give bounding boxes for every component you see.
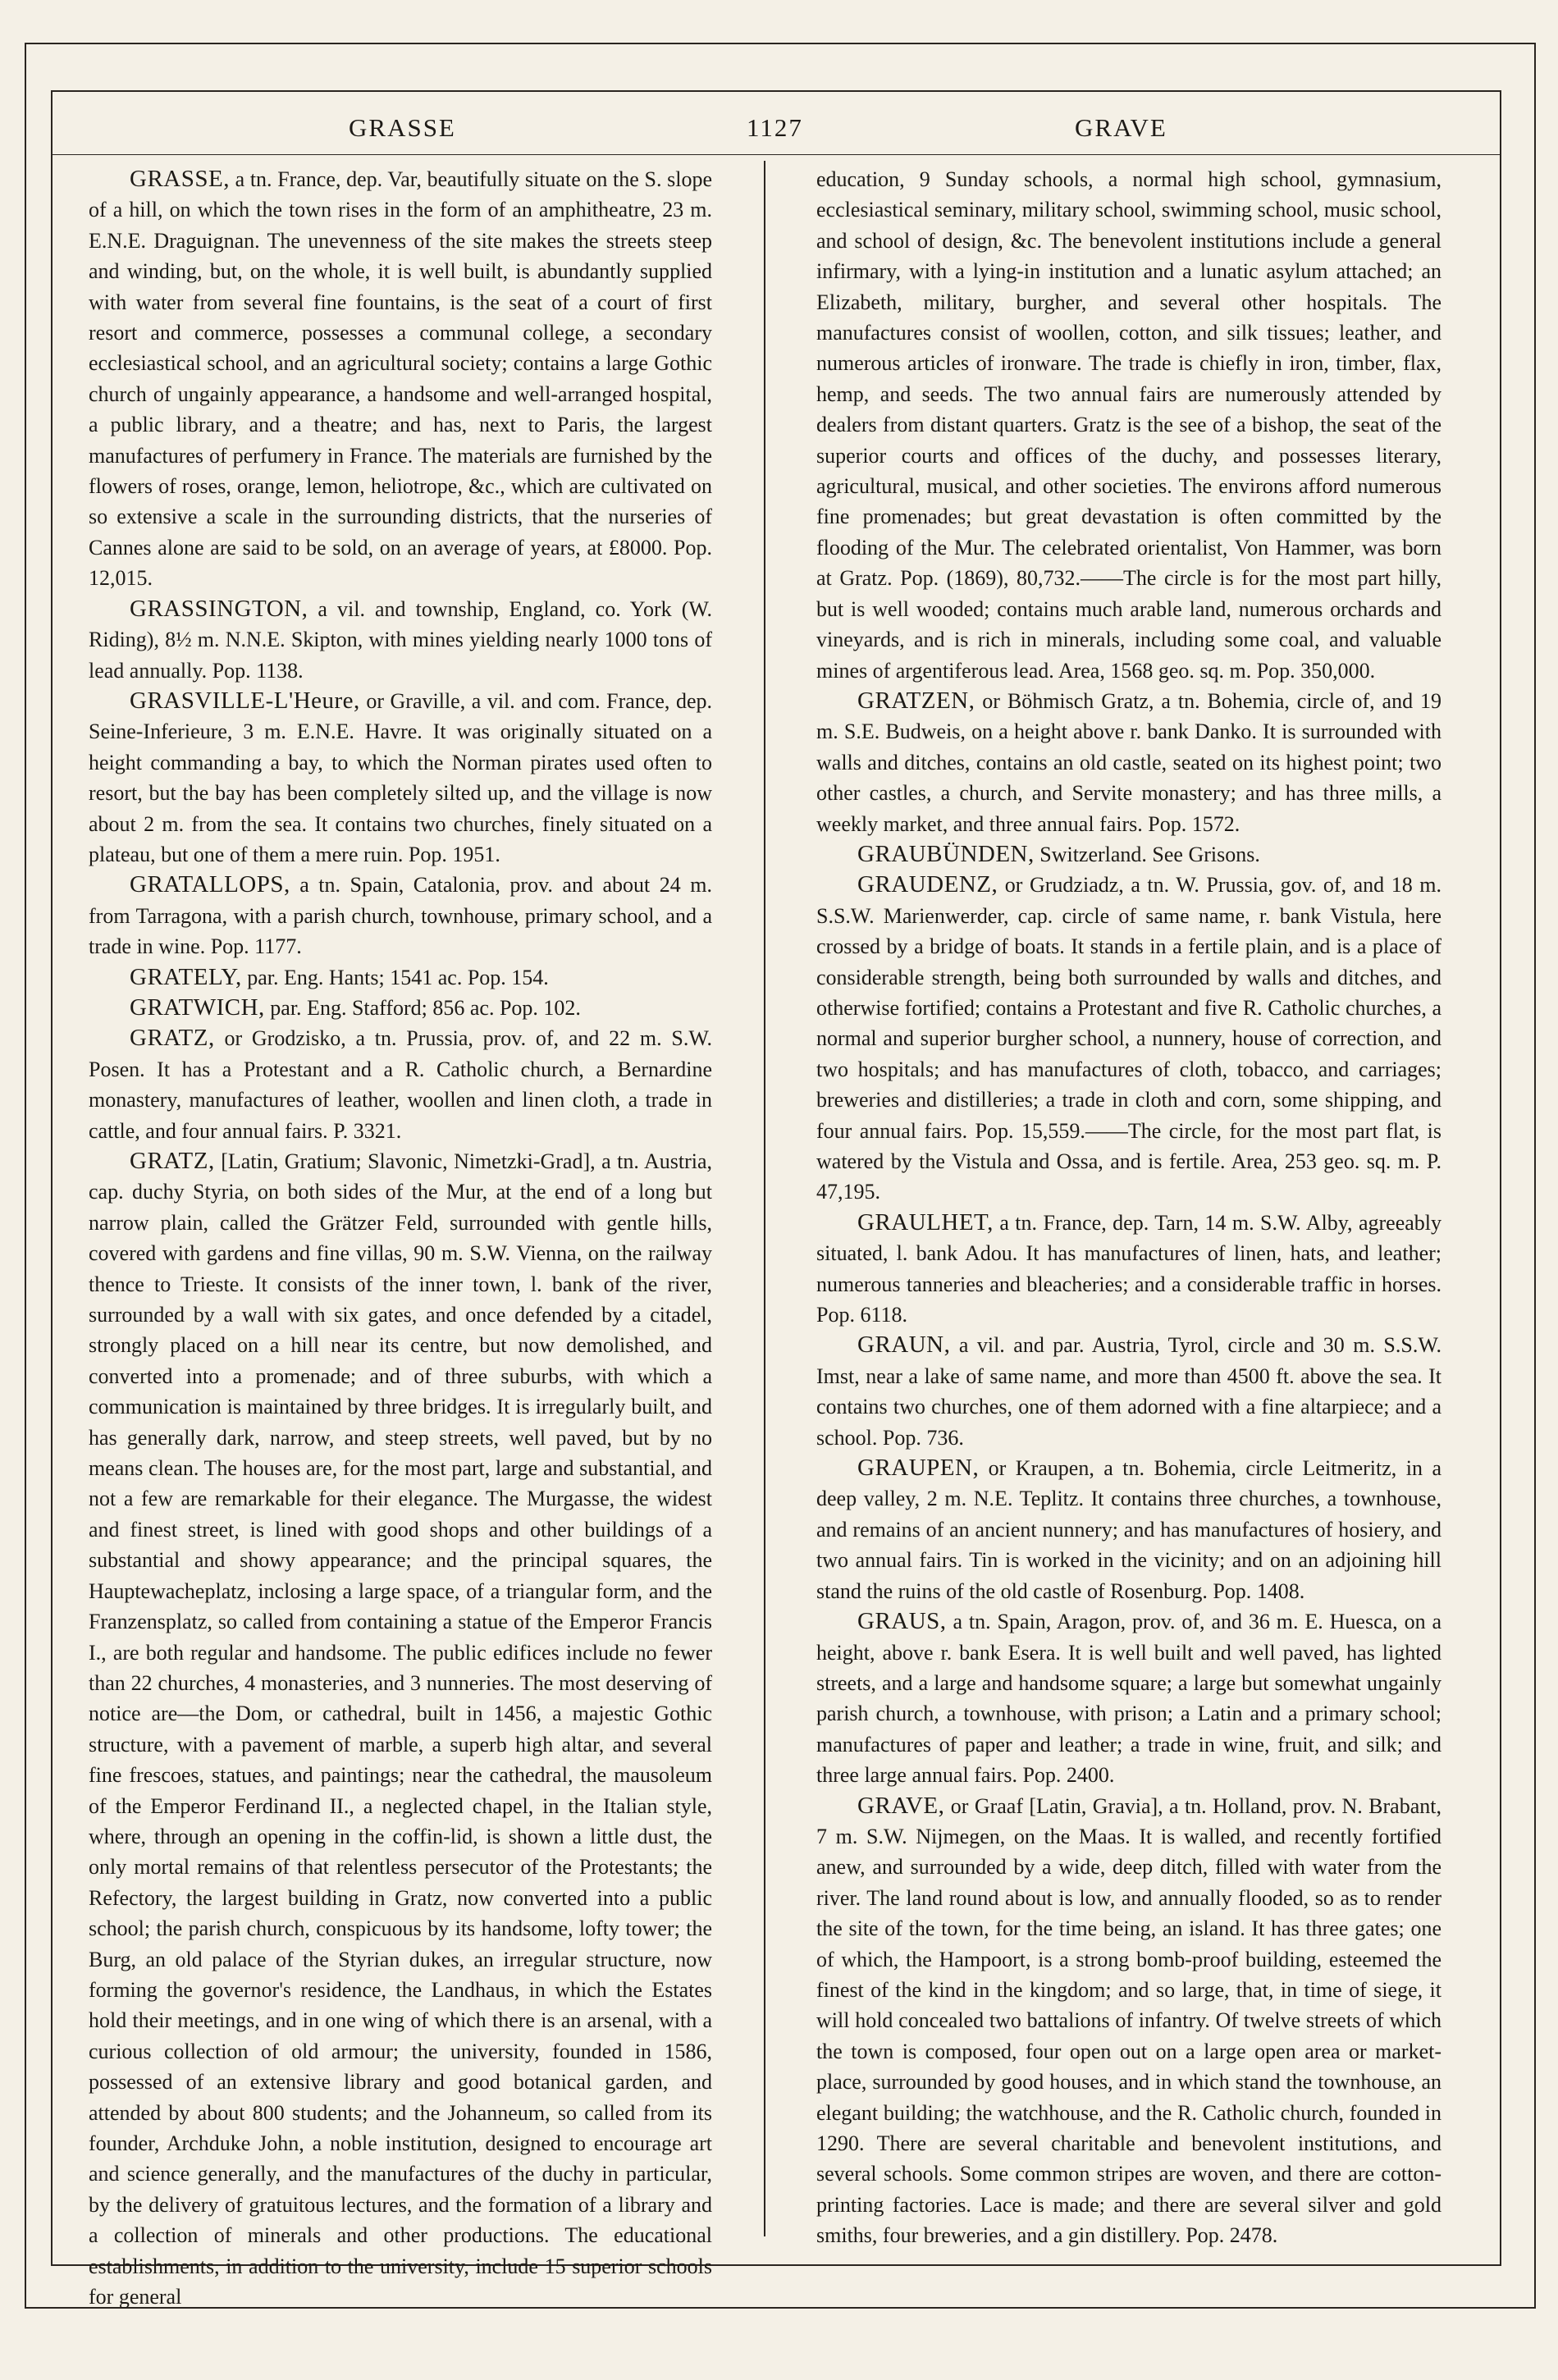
entry-text: a tn. France, dep. Tarn, 14 m. S.W. Alby, agreeably situated, l. bank Adou. It has manufactures of linen, hats, and leather; numerous tanneries and bleacheries; and a considerable traffic in horses. Pop. 6118. xyxy=(816,1210,1441,1327)
entry-text: Switzerland. See Grisons. xyxy=(1034,842,1260,866)
right-border-inner xyxy=(1500,90,1501,2266)
left-column xyxy=(89,164,712,2312)
entry-grasse xyxy=(89,164,712,594)
headword: GRAUDENZ, xyxy=(857,871,998,898)
running-header xyxy=(123,113,1469,153)
entry-text: a tn. Spain, Catalonia, prov. and about 24 m. from Tarragona, with a parish church, townhouse, primary school, and a trade in wine. Pop. 1177. xyxy=(89,873,712,959)
headword: GRATZ, xyxy=(130,1148,215,1174)
entry-grately xyxy=(89,962,712,993)
headword: GRATZEN, xyxy=(857,687,975,714)
entry-text: or Graaf [Latin, Gravia], a tn. Holland, prov. N. Brabant, 7 m. S.W. Nijmegen, on the Maas. It is walled, and recently fortified anew, and surrounded by a wide, deep ditch, filled with water from the river. The land round about is low, and annually flooded, so as to render the site of the town, for the time being, an island. It has three gates; one of which, the Hampoort, is a strong bomb-proof building, esteemed the finest of the kind in the kingdom; and so large, that, in time of siege, it will hold concealed two battalions of infantry. Of twelve streets of which the town is composed, four open out on a large open area or market-place, surrounded by good houses, and in which stand the townhouse, an elegant building; the watchhouse, and the R. Catholic church, founded in 1290. There are several charitable and benevolent institutions, and several schools. Some common stripes are woven, and there are cotton-printing factories. Lace is made; and there are several silver and gold smiths, four breweries, and a gin distillery. Pop. 2478. xyxy=(816,1793,1441,2248)
headword: GRATELY, xyxy=(130,963,242,990)
headword: GRAVE, xyxy=(857,1792,945,1819)
right-border-outer xyxy=(1534,43,1536,2307)
entry-text: a vil. and par. Austria, Tyrol, circle and 30 m. S.S.W. Imst, near a lake of same name, and more than 4500 ft. above the sea. It contains two churches, one of them adorned with a fine altarpiece; and a school. Pop. 736. xyxy=(816,1333,1441,1450)
headword: GRAUBÜNDEN, xyxy=(857,840,1035,867)
headword: GRASVILLE-L'Heure, xyxy=(130,687,360,714)
right-column xyxy=(816,164,1441,2251)
entry-gratzen xyxy=(816,686,1441,839)
entry-gratwich xyxy=(89,993,712,1023)
headword: GRAUN, xyxy=(857,1332,951,1359)
header-rule xyxy=(51,154,1501,155)
entry-gratz-prussia xyxy=(89,1023,712,1146)
entry-graudenz xyxy=(816,870,1441,1207)
entry-gratallops xyxy=(89,870,712,962)
headword: GRATWICH, xyxy=(130,994,265,1021)
entry-graubunden xyxy=(816,839,1441,870)
entry-text: a tn. Spain, Aragon, prov. of, and 36 m. E. Huesca, on a height, above r. bank Esera. It is well built and well paved, has lighted streets, and a large and handsome square; a large but somewhat ungainly parish church, a townhouse, with prison; a Latin and a primary school; manufactures of paper and leather; a trade in wine, fruit, and silk; and three large annual fairs. Pop. 2400. xyxy=(816,1610,1441,1788)
entry-grassington xyxy=(89,594,712,686)
entry-graulhet xyxy=(816,1208,1441,1331)
entry-text: a vil. and township, England, co. York (W. Riding), 8½ m. N.N.E. Skipton, with mines yielding nearly 1000 tons of lead annually. Pop. 1138. xyxy=(89,596,712,683)
headword: GRASSINGTON, xyxy=(130,595,308,622)
left-border-inner xyxy=(51,90,53,2266)
headword: GRATALLOPS, xyxy=(130,871,290,898)
headword: GRAULHET, xyxy=(857,1208,994,1236)
top-rule-inner xyxy=(51,90,1501,92)
entry-grasville xyxy=(89,686,712,870)
entry-text: par. Eng. Stafford; 856 ac. Pop. 102. xyxy=(264,995,581,1020)
entry-text: or Böhmisch Gratz, a tn. Bohemia, circle of, and 19 m. S.E. Budweis, on a height above r. bank Danko. It is surrounded with walls and ditches, contains an old castle, seated on its highest point; two other castles, a church, and Servite monastery; and has three mills, a weekly market, and three annual fairs. Pop. 1572. xyxy=(816,688,1441,836)
page-number: 1127 xyxy=(747,113,803,142)
column-divider xyxy=(764,161,765,2236)
entry-text: education, 9 Sunday schools, a normal high school, gymnasium, ecclesiastical seminary, military school, swimming school, music school, and school of design, &c. The benevolent institutions include a general infirmary, with a lying-in institution and a lunatic asylum attached; an Elizabeth, military, burgher, and several other hospitals. The manufactures consist of woollen, cotton, and silk tissues; leather, and numerous articles of ironware. The trade is chiefly in iron, timber, flax, hemp, and seeds. The two annual fairs are numerously attended by dealers from distant quarters. Gratz is the see of a bishop, the seat of the superior courts and offices of the duchy, and possesses literary, agricultural, musical, and other societies. The environs afford numerous fine promenades; but great devastation is often committed by the flooding of the Mur. The celebrated orientalist, Von Hammer, was born at Gratz. Pop. (1869), 80,732.——The circle is for the most part hilly, but is well wooded; contains much arable land, numerous orchards and vineyards, and is rich in minerals, including some coal, and valuable mines of argentiferous lead. Area, 1568 geo. sq. m. Pop. 350,000. xyxy=(816,167,1441,683)
entry-text: or Kraupen, a tn. Bohemia, circle Leitmeritz, in a deep valley, 2 m. N.E. Teplitz. It contains three churches, a townhouse, and remains of an ancient nunnery; and has manufactures of hosiery, and two annual fairs. Tin is worked in the vicinity; and on an adjoining hill stand the ruins of the old castle of Rosenburg. Pop. 1408. xyxy=(816,1456,1441,1603)
headword: GRATZ, xyxy=(130,1025,215,1052)
entry-text: or Graville, a vil. and com. France, dep. Seine-Inferieure, 3 m. E.N.E. Havre. It was originally situated on a height commanding a bay, to which the Norman pirates used often to resort, but the bay has been completely silted up, and the village is now about 2 m. from the sea. It contains two churches, finely situated on a plateau, but one of them a mere ruin. Pop. 1951. xyxy=(89,688,712,866)
headword: GRASSE, xyxy=(130,166,230,192)
entry-text: or Grudziadz, a tn. W. Prussia, gov. of, and 18 m. S.S.W. Marienwerder, cap. circle of same name, r. bank Vistula, here crossed by a bridge of boats. It stands in a fertile plain, and is a place of considerable strength, being both surrounded by walls and ditches, and otherwise fortified; contains a Protestant and five R. Catholic churches, a normal and superior burgher school, a nunnery, house of correction, and two hospitals; and has manufactures of cloth, tobacco, and carriages; breweries and distilleries; a trade in cloth and corn, some shipping, and four annual fairs. Pop. 15,559.——The circle, for the most part flat, is watered by the Vistula and Ossa, and is fertile. Area, 253 geo. sq. m. P. 47,195. xyxy=(816,873,1441,1204)
entry-grave xyxy=(816,1791,1441,2251)
entry-text: [Latin, Gratium; Slavonic, Nimetzki-Grad], a tn. Austria, cap. duchy Styria, on both sides of the Mur, at the end of a long but narrow plain, called the Grätzer Feld, surrounded with gentle hills, covered with gardens and fine villas, 90 m. S.W. Vienna, on the railway thence to Trieste. It consists of the inner town, l. bank of the river, surrounded by a wall with six gates, and once defended by a citadel, strongly placed on a hill near its centre, but now demolished, and converted into a promenade; and of three suburbs, with which a communication is maintained by three bridges. It is irregularly built, and has generally dark, narrow, and steep streets, well paved, but by no means clean. The houses are, for the most part, large and substantial, and not a few are remarkable for their elegance. The Murgasse, the widest and finest street, is lined with good shops and other buildings of a substantial and showy appearance; and the principal squares, the Hauptewacheplatz, inclosing a large space, of a triangular form, and the Franzensplatz, so called from containing a statue of the Emperor Francis I., are both regular and handsome. The public edifices include no fewer than 22 churches, 4 monasteries, and 3 nunneries. The most deserving of notice are—the Dom, or cathedral, built in 1456, a majestic Gothic structure, with a pavement of marble, a superb high altar, and several fine frescoes, statues, and paintings; near the cathedral, the mausoleum of the Emperor Ferdinand II., a neglected chapel, in the Italian style, where, through an opening in the coffin-lid, is shown a little dust, the only mortal remains of that relentless persecutor of the Protestants; the Refectory, the largest building in Gratz, now converted into a public school; the parish church, conspicuous by its handsome, lofty tower; the Burg, an old palace of the Styrian dukes, an irregular structure, now forming the governor's residence, the Landhaus, in which the Estates hold their meetings, and in one wing of which there is an arsenal, with a curious collection of old armour; the university, founded in 1586, possessed of an extensive library and good botanical garden, and attended by about 800 students; and the Johanneum, so called from its founder, Archduke John, a noble institution, designed to encourage art and science generally, and the manufactures of the duchy in particular, by the delivery of gratuitous lectures, and the formation of a library and a collection of minerals and other productions. The educational establishments, in addition to the university, include 15 superior schools for general xyxy=(89,1149,712,2309)
headword: GRAUPEN, xyxy=(857,1455,980,1482)
header-left-word: GRASSE xyxy=(349,113,456,142)
left-border-outer xyxy=(25,43,26,2307)
top-rule-outer xyxy=(25,43,1536,44)
entry-text: or Grodzisko, a tn. Prussia, prov. of, and 22 m. S.W. Posen. It has a Protestant and a R. Catholic church, a Bernardine monastery, manufactures of leather, woollen and linen cloth, a trade in cattle, and four annual fairs. P. 3321. xyxy=(89,1026,712,1143)
entry-graupen xyxy=(816,1453,1441,1606)
entry-graun xyxy=(816,1330,1441,1453)
header-right-word: GRAVE xyxy=(1075,113,1167,142)
headword: GRAUS, xyxy=(857,1608,947,1635)
entry-graus xyxy=(816,1606,1441,1790)
entry-text: a tn. France, dep. Var, beautifully situate on the S. slope of a hill, on which the town rises in the form of an amphitheatre, 23 m. E.N.E. Draguignan. The unevenness of the site makes the streets steep and winding, but, on the whole, it is well built, is abundantly supplied with water from several fine fountains, is the seat of a court of first resort and commerce, possesses a communal college, a secondary ecclesiastical school, and an agricultural society; contains a large Gothic church of ungainly appearance, a handsome and well-arranged hospital, a public library, and a theatre; and has, next to Paris, the largest manufactures of perfumery in France. The materials are furnished by the flowers of roses, orange, lemon, heliotrope, &c., which are cultivated on so extensive a scale in the surrounding districts, that the nurseries of Cannes alone are said to be sold, on an average of years, at £8000. Pop. 12,015. xyxy=(89,167,712,591)
entry-text: par. Eng. Hants; 1541 ac. Pop. 154. xyxy=(241,965,549,989)
entry-gratz-austria xyxy=(89,1146,712,2312)
entry-gratz-continued xyxy=(816,164,1441,686)
